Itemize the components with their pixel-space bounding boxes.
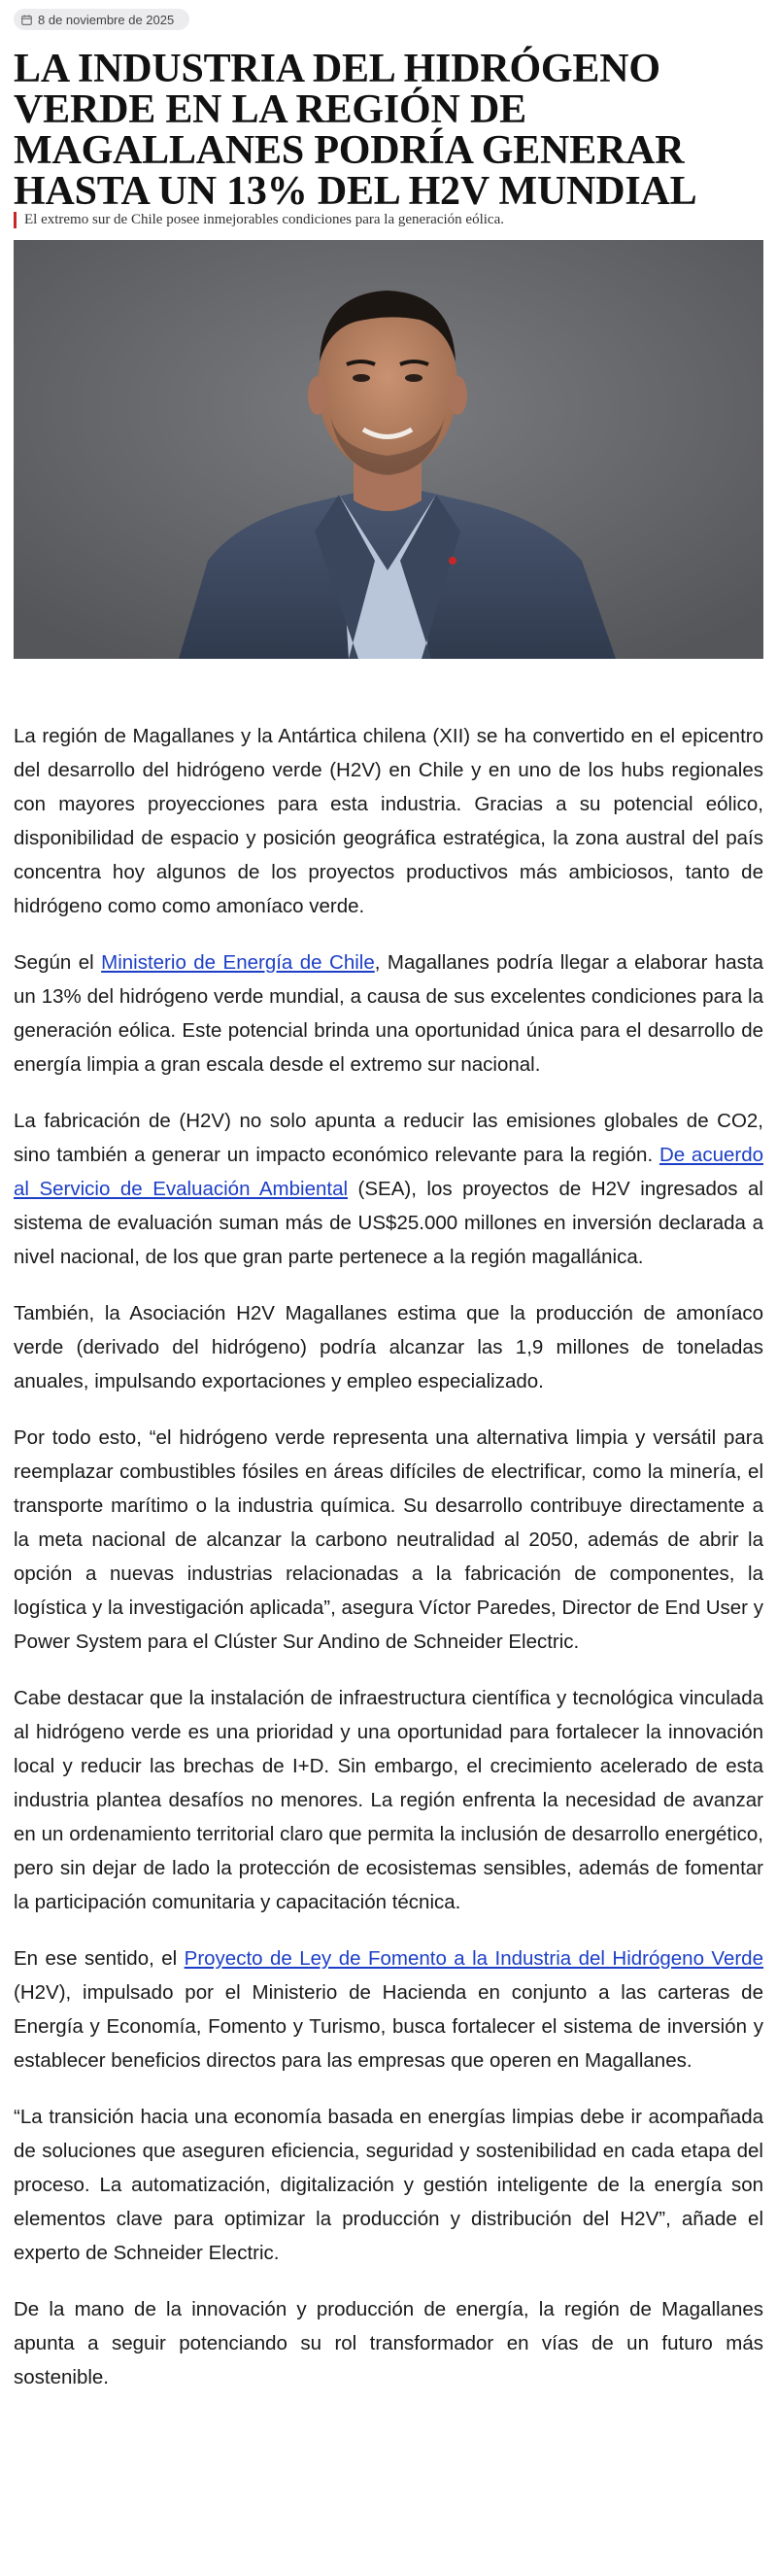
paragraph-9: De la mano de la innovación y producción de energía, la región de Magallanes apunta a seguir potenciando su rol transformador en vías de un futuro más sostenible. [14, 2298, 763, 2388]
paragraph-4: También, la Asociación H2V Magallanes estima que la producción de amoníaco verde (derivado del hidrógeno) podría alcanzar las 1,9 millones de toneladas anuales, impulsando exportaciones y empleo especializado. [14, 1302, 763, 1392]
calendar-icon [21, 15, 32, 25]
paragraph-1: La región de Magallanes y la Antártica chilena (XII) se ha convertido en el epicentro del desarrollo del hidrógeno verde (H2V) en Chile y en uno de los hubs regionales con mayores proyecciones para esta industria. Gracias a su potencial eólico, disponibilidad de espacio y posición geográfica estratégica, la zona austral del país concentra hoy algunos de los proyectos productivos más ambiciosos, tanto de hidrógeno como como amoníaco verde. [14, 725, 763, 917]
link-ministerio-energia[interactable]: Ministerio de Energía de Chile [101, 951, 375, 974]
publish-date: 8 de noviembre de 2025 [38, 12, 175, 27]
article-subtitle: El extremo sur de Chile posee inmejorables condiciones para la generación eólica. [14, 212, 504, 228]
paragraph-2: Según el Ministerio de Energía de Chile, Magallanes podría llegar a elaborar hasta un 13% del hidrógeno verde mundial, a causa de sus excelentes condiciones para la generación eólica. Este potencial brinda una oportunidad única para el desarrollo de energía limpia a gran escala desde el extremo sur nacional. [14, 951, 763, 1076]
paragraph-8: “La transición hacia una economía basada en energías limpias debe ir acompañada de soluciones que aseguren eficiencia, seguridad y sostenibilidad en cada etapa del proceso. La automatización, digitalización y gestión inteligente de la energía son elementos clave para optimizar la producción y distribución del H2V”, añade el experto de Schneider Electric. [14, 2106, 763, 2264]
article-title: LA INDUSTRIA DEL HIDRÓGENO VERDE EN LA REGIÓN DE MAGALLANES PODRÍA GENERAR HASTA UN 13% DEL H2V MUNDIAL [14, 47, 697, 214]
portrait-photo [14, 240, 763, 659]
paragraph-5: Por todo esto, “el hidrógeno verde representa una alternativa limpia y versátil para reemplazar combustibles fósiles en áreas difíciles de electrificar, como la minería, el transporte marítimo o la industria química. Su desarrollo contribuye directamente a la meta nacional de alcanzar la carbono neutralidad al 2050, además de abrir la opción a nuevas industrias relacionadas a la fabricación de componentes, la logística y la investigación aplicada”, asegura Víctor Paredes, Director de End User y Power System para el Clúster Sur Andino de Schneider Electric. [14, 1426, 763, 1653]
paragraph-7: En ese sentido, el Proyecto de Ley de Fomento a la Industria del Hidrógeno Verde (H2V), impulsado por el Ministerio de Hacienda en conjunto a las carteras de Energía y Economía, Fomento y Turismo, busca fortalecer el sistema de inversión y establecer beneficios directos para las empresas que operen en Magallanes. [14, 1947, 763, 2072]
link-proyecto-ley-hidrogeno[interactable]: Proyecto de Ley de Fomento a la Industria del Hidrógeno Verde [184, 1947, 763, 1970]
hero-image [14, 240, 763, 659]
date-badge [14, 9, 189, 30]
paragraph-6: Cabe destacar que la instalación de infraestructura científica y tecnológica vinculada al hidrógeno verde es una prioridad y una oportunidad para fortalecer la innovación local y reducir las brechas de I+D. Sin embargo, el crecimiento acelerado de esta industria plantea desafíos no menores. La región enfrenta la necesidad de avanzar en un ordenamiento territorial claro que permita la inclusión de desarrollo energético, pero sin dejar de lado la protección de ecosistemas sensibles, además de fomentar la participación comunitaria y capacitación técnica. [14, 1687, 763, 1913]
article-body [14, 719, 763, 2417]
paragraph-3: La fabricación de (H2V) no solo apunta a reducir las emisiones globales de CO2, sino también a generar un impacto económico relevante para la región. De acuerdo al Servicio de Evaluación Ambiental (SEA), los proyectos de H2V ingresados al sistema de evaluación suman más de US$25.000 millones en inversión declarada a nivel nacional, de los que gran parte pertenece a la región magallánica. [14, 1110, 764, 1268]
link-servicio-evaluacion-ambiental[interactable]: De acuerdo al Servicio de Evaluación Ambiental [14, 1144, 764, 1200]
